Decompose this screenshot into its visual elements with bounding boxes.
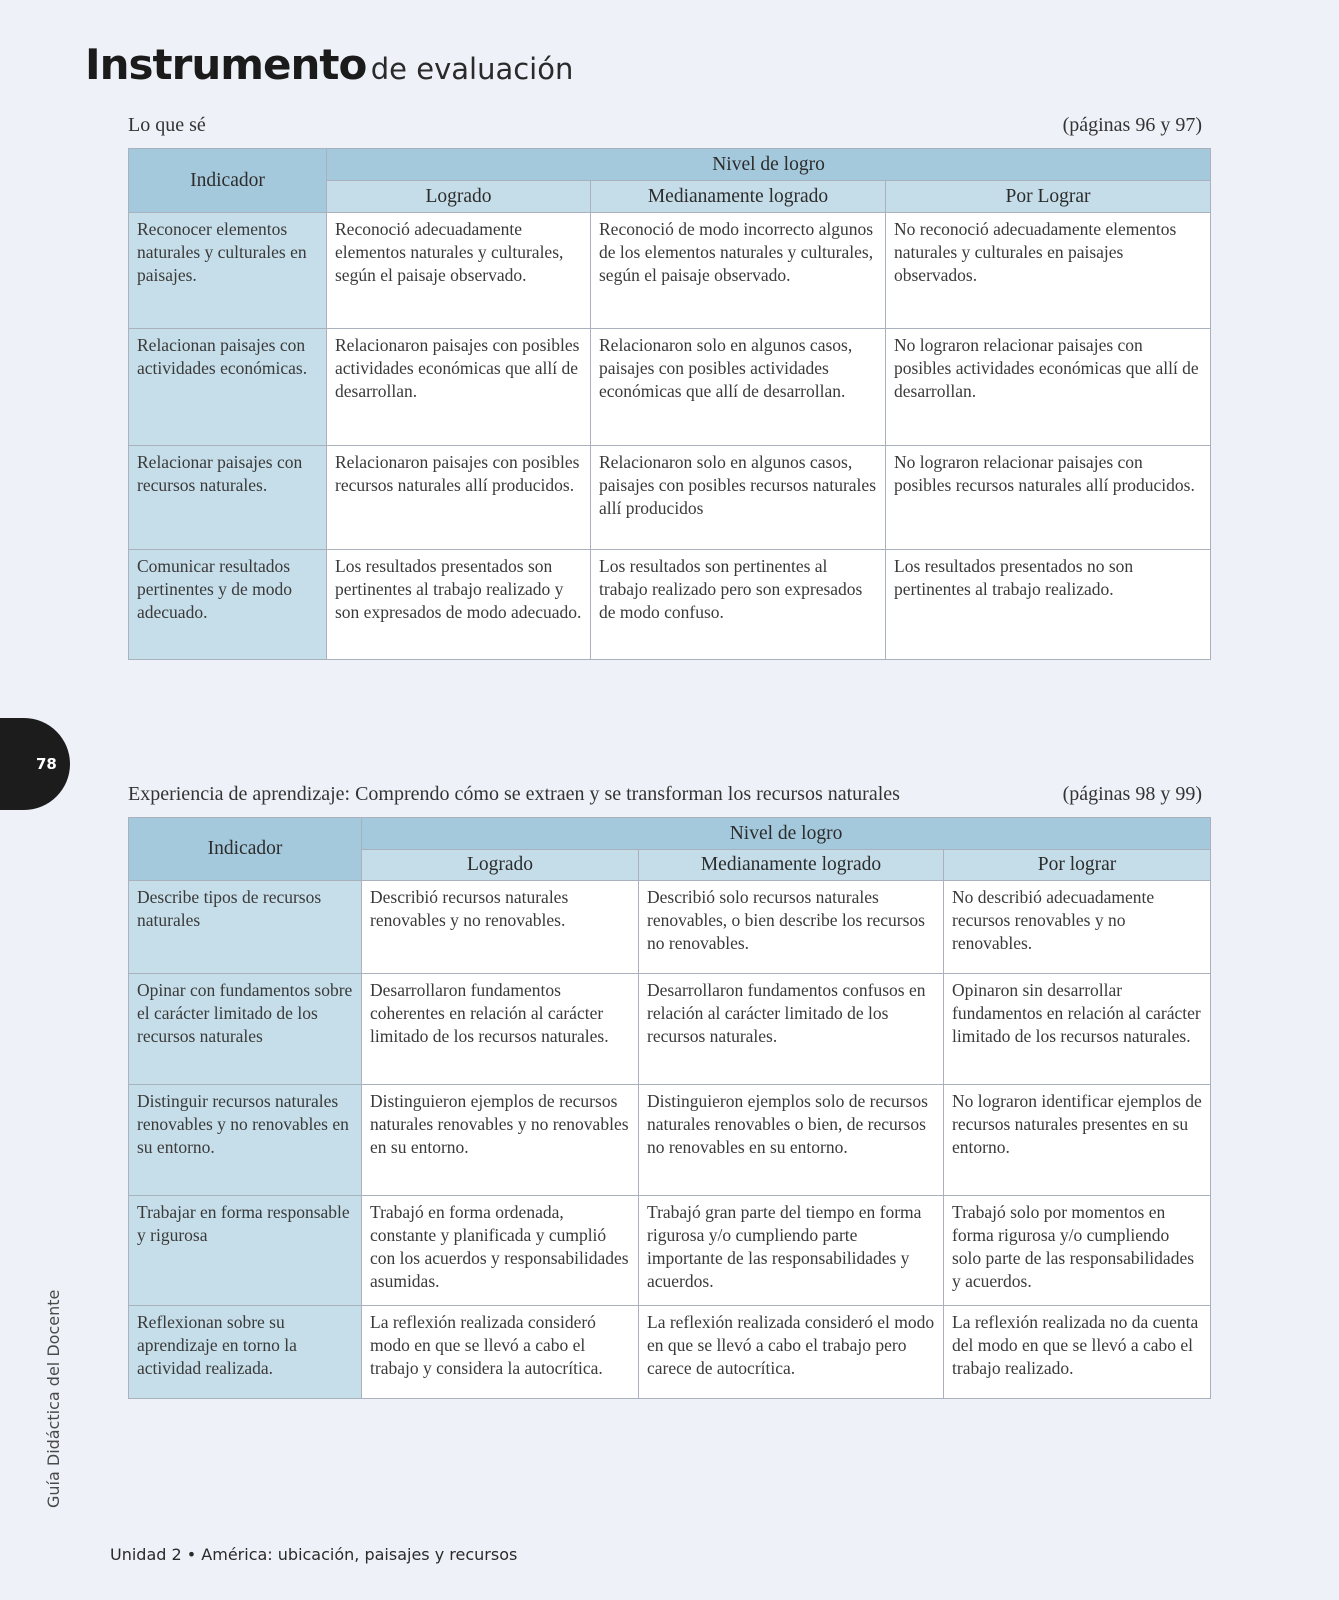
level-cell: Describió solo recursos naturales renovables, o bien describe los recursos no renovables. bbox=[639, 881, 944, 974]
page-title bbox=[85, 40, 573, 89]
level-cell: No lograron relacionar paisajes con posibles actividades económicas que allí de desarrollan. bbox=[886, 329, 1211, 446]
level-cell: Relacionaron paisajes con posibles recursos naturales allí producidos. bbox=[327, 446, 591, 550]
level-cell: Relacionaron paisajes con posibles actividades económicas que allí de desarrollan. bbox=[327, 329, 591, 446]
section-label-experiencia: Experiencia de aprendizaje: Comprendo cómo se extraen y se transforman los recursos naturales bbox=[128, 783, 900, 805]
level-cell: Trabajó en forma ordenada, constante y planificada y cumplió con los acuerdos y responsabilidades asumidas. bbox=[362, 1196, 639, 1306]
level-cell: Los resultados son pertinentes al trabajo realizado pero son expresados de modo confuso. bbox=[591, 550, 886, 660]
column-header-medianamente: Medianamente logrado bbox=[591, 181, 886, 213]
pages-reference-2: (páginas 98 y 99) bbox=[1062, 783, 1202, 805]
level-header: Nivel de logro bbox=[362, 818, 1211, 850]
indicator-header: Indicador bbox=[129, 818, 362, 881]
indicator-cell: Reconocer elementos naturales y culturales en paisajes. bbox=[129, 213, 327, 329]
level-cell: No lograron relacionar paisajes con posibles recursos naturales allí producidos. bbox=[886, 446, 1211, 550]
level-cell: Relacionaron solo en algunos casos, paisajes con posibles actividades económicas que allí de desarrollan. bbox=[591, 329, 886, 446]
level-cell: Distinguieron ejemplos solo de recursos naturales renovables o bien, de recursos no renovables en su entorno. bbox=[639, 1085, 944, 1196]
indicator-cell: Describe tipos de recursos naturales bbox=[129, 881, 362, 974]
level-cell: Trabajó gran parte del tiempo en forma rigurosa y/o cumpliendo parte importante de las responsabilidades y acuerdos. bbox=[639, 1196, 944, 1306]
indicator-cell: Relacionar paisajes con recursos naturales. bbox=[129, 446, 327, 550]
level-cell: Desarrollaron fundamentos coherentes en relación al carácter limitado de los recursos naturales. bbox=[362, 974, 639, 1085]
table-row bbox=[129, 1196, 1211, 1306]
level-cell: La reflexión realizada consideró modo en que se llevó a cabo el trabajo y considera la autocrítica. bbox=[362, 1306, 639, 1399]
table-row bbox=[129, 213, 1211, 329]
level-cell: Los resultados presentados no son pertinentes al trabajo realizado. bbox=[886, 550, 1211, 660]
level-cell: Relacionaron solo en algunos casos, paisajes con posibles recursos naturales allí producidos bbox=[591, 446, 886, 550]
level-cell: La reflexión realizada no da cuenta del modo en que se llevó a cabo el trabajo realizado. bbox=[944, 1306, 1211, 1399]
indicator-cell: Relacionan paisajes con actividades económicas. bbox=[129, 329, 327, 446]
rubric-table-experiencia bbox=[128, 817, 1211, 1399]
level-cell: Desarrollaron fundamentos confusos en relación al carácter limitado de los recursos naturales. bbox=[639, 974, 944, 1085]
indicator-cell: Comunicar resultados pertinentes y de modo adecuado. bbox=[129, 550, 327, 660]
table-row bbox=[129, 1085, 1211, 1196]
indicator-cell: Trabajar en forma responsable y rigurosa bbox=[129, 1196, 362, 1306]
level-cell: Reconoció de modo incorrecto algunos de los elementos naturales y culturales, según el paisaje observado. bbox=[591, 213, 886, 329]
level-cell: Distinguieron ejemplos de recursos naturales renovables y no renovables en su entorno. bbox=[362, 1085, 639, 1196]
section-label-lo-que-se: Lo que sé bbox=[128, 114, 206, 136]
indicator-header: Indicador bbox=[129, 149, 327, 213]
page-title-bold: Instrumento bbox=[85, 40, 367, 89]
column-header-por-lograr: Por Lograr bbox=[886, 181, 1211, 213]
side-label: Guía Didáctica del Docente bbox=[44, 1289, 63, 1508]
table-row bbox=[129, 550, 1211, 660]
pages-reference-1: (páginas 96 y 97) bbox=[1062, 114, 1202, 136]
level-cell: Trabajó solo por momentos en forma rigurosa y/o cumpliendo solo parte de las responsabilidades y acuerdos. bbox=[944, 1196, 1211, 1306]
table-row bbox=[129, 974, 1211, 1085]
table-row bbox=[129, 1306, 1211, 1399]
level-cell: Los resultados presentados son pertinentes al trabajo realizado y son expresados de modo adecuado. bbox=[327, 550, 591, 660]
rubric-table-lo-que-se bbox=[128, 148, 1211, 660]
level-cell: Opinaron sin desarrollar fundamentos en relación al carácter limitado de los recursos naturales. bbox=[944, 974, 1211, 1085]
level-cell: No describió adecuadamente recursos renovables y no renovables. bbox=[944, 881, 1211, 974]
level-cell: No lograron identificar ejemplos de recursos naturales presentes en su entorno. bbox=[944, 1085, 1211, 1196]
table-row bbox=[129, 329, 1211, 446]
indicator-cell: Reflexionan sobre su aprendizaje en torno la actividad realizada. bbox=[129, 1306, 362, 1399]
page-title-light: de evaluación bbox=[370, 52, 574, 86]
column-header-por-lograr: Por lograr bbox=[944, 850, 1211, 881]
level-header: Nivel de logro bbox=[327, 149, 1211, 181]
table-row bbox=[129, 446, 1211, 550]
page-number: 78 bbox=[36, 755, 57, 773]
level-cell: Describió recursos naturales renovables y no renovables. bbox=[362, 881, 639, 974]
indicator-cell: Distinguir recursos naturales renovables y no renovables en su entorno. bbox=[129, 1085, 362, 1196]
footer-unit-label: Unidad 2 • América: ubicación, paisajes y recursos bbox=[110, 1545, 518, 1564]
column-header-logrado: Logrado bbox=[362, 850, 639, 881]
indicator-cell: Opinar con fundamentos sobre el carácter limitado de los recursos naturales bbox=[129, 974, 362, 1085]
level-cell: La reflexión realizada consideró el modo en que se llevó a cabo el trabajo pero carece de autocrítica. bbox=[639, 1306, 944, 1399]
level-cell: No reconoció adecuadamente elementos naturales y culturales en paisajes observados. bbox=[886, 213, 1211, 329]
column-header-logrado: Logrado bbox=[327, 181, 591, 213]
level-cell: Reconoció adecuadamente elementos naturales y culturales, según el paisaje observado. bbox=[327, 213, 591, 329]
page-number-tab bbox=[0, 718, 70, 810]
column-header-medianamente: Medianamente logrado bbox=[639, 850, 944, 881]
table-row bbox=[129, 881, 1211, 974]
